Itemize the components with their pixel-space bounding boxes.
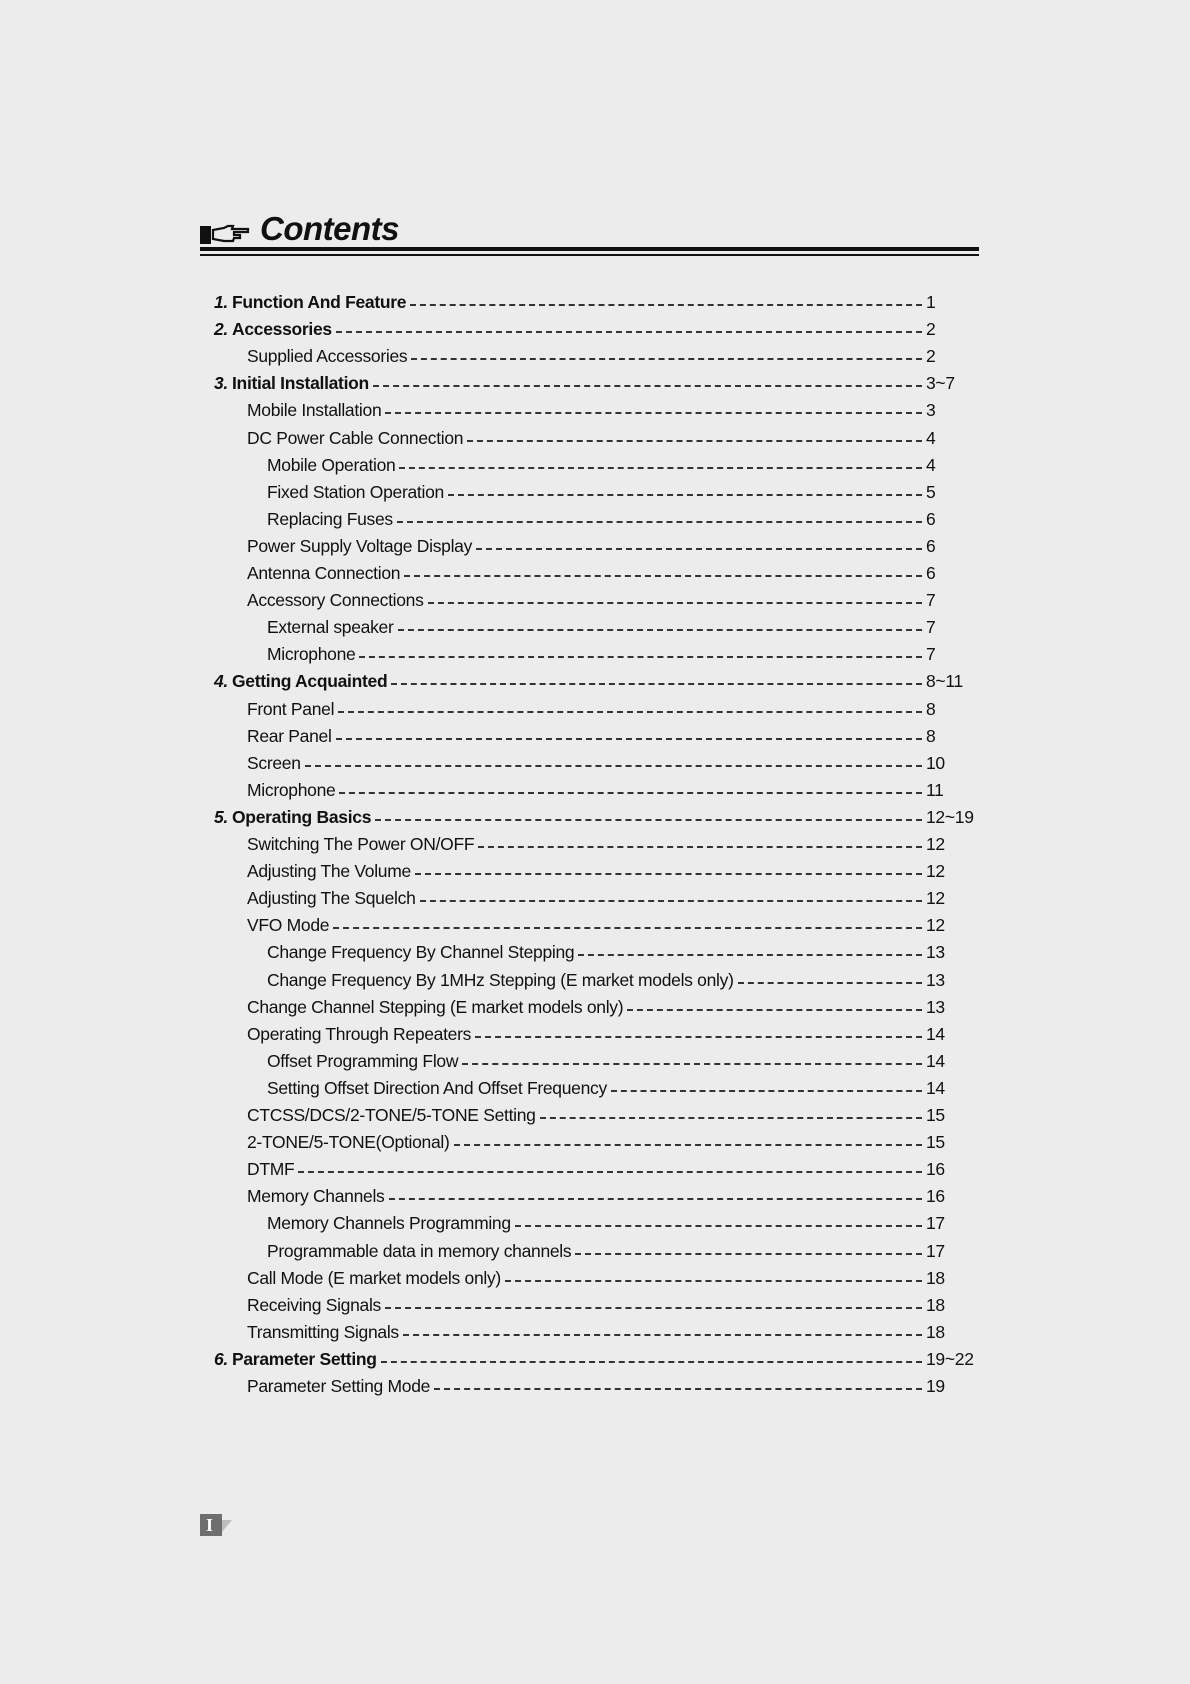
toc-entry-page: 14 bbox=[926, 1050, 945, 1071]
toc-entry-label: Receiving Signals bbox=[247, 1294, 382, 1315]
toc-entry bbox=[267, 615, 978, 639]
toc-dot-leader bbox=[339, 792, 922, 794]
toc-entry-page: 8 bbox=[926, 725, 936, 746]
toc-entry-label: External speaker bbox=[267, 617, 394, 638]
toc-entry-label: Operating Basics bbox=[232, 806, 372, 827]
toc-dot-leader bbox=[505, 1280, 922, 1282]
toc-entry-label: Screen bbox=[247, 752, 301, 773]
toc-entry-label: Change Frequency By Channel Stepping bbox=[267, 942, 575, 963]
toc-dot-leader bbox=[411, 358, 922, 360]
toc-entry-number: 6. bbox=[214, 1348, 228, 1369]
toc-entry-label: Initial Installation bbox=[232, 373, 369, 394]
toc-entry bbox=[247, 724, 978, 748]
toc-entry bbox=[267, 453, 978, 477]
toc-entry-label: Microphone bbox=[247, 779, 336, 800]
toc-entry-label: 2-TONE/5-TONE(Optional) bbox=[247, 1132, 450, 1153]
toc-entry-label: VFO Mode bbox=[247, 915, 330, 936]
toc-dot-leader bbox=[403, 1334, 922, 1336]
toc-entry bbox=[247, 1293, 978, 1317]
toc-entry-page: 6 bbox=[926, 535, 936, 556]
toc-dot-leader bbox=[478, 846, 922, 848]
toc-dot-leader bbox=[359, 656, 922, 658]
toc-entry-page: 16 bbox=[926, 1159, 945, 1180]
toc-dot-leader bbox=[398, 629, 922, 631]
toc-dot-leader bbox=[415, 873, 922, 875]
toc-entry-label: Accessories bbox=[232, 319, 332, 340]
toc-entry-label: Setting Offset Direction And Offset Frequency bbox=[267, 1077, 607, 1098]
toc-entry-page: 18 bbox=[926, 1321, 945, 1342]
toc-dot-leader bbox=[338, 711, 922, 713]
pointing-hand-icon bbox=[200, 220, 256, 248]
toc-dot-leader bbox=[391, 683, 922, 685]
toc-dot-leader bbox=[410, 304, 922, 306]
toc-entry bbox=[247, 1266, 978, 1290]
toc-entry-page: 8 bbox=[926, 698, 936, 719]
toc-entry-label: DTMF bbox=[247, 1159, 295, 1180]
toc-entry-page: 13 bbox=[926, 996, 945, 1017]
toc-dot-leader bbox=[462, 1063, 922, 1065]
toc-entry bbox=[247, 859, 978, 883]
toc-dot-leader bbox=[373, 385, 922, 387]
toc-entry-label: Change Channel Stepping (E market models only) bbox=[247, 996, 624, 1017]
toc-entry-page: 7 bbox=[926, 617, 936, 638]
toc-entry-label: Microphone bbox=[267, 644, 356, 665]
toc-dot-leader bbox=[611, 1090, 922, 1092]
toc-entry-page: 12 bbox=[926, 915, 945, 936]
toc-entry bbox=[214, 805, 978, 829]
toc-entry-page: 13 bbox=[926, 942, 945, 963]
toc-dot-leader bbox=[385, 1307, 922, 1309]
toc-entry-page: 12~19 bbox=[926, 806, 974, 827]
toc-entry-label: Switching The Power ON/OFF bbox=[247, 834, 475, 854]
toc-dot-leader bbox=[336, 738, 922, 740]
toc-dot-leader bbox=[627, 1009, 922, 1011]
toc-entry bbox=[267, 968, 978, 992]
toc-dot-leader bbox=[575, 1253, 922, 1255]
toc-entry bbox=[247, 1320, 978, 1344]
toc-entry bbox=[247, 534, 978, 558]
footer-page-marker bbox=[200, 1512, 240, 1538]
toc-dot-leader bbox=[381, 1361, 922, 1363]
toc-entry bbox=[267, 1076, 978, 1100]
toc-entry-label: CTCSS/DCS/2-TONE/5-TONE Setting bbox=[247, 1105, 536, 1125]
toc-entry bbox=[247, 1157, 978, 1181]
toc-entry bbox=[267, 642, 978, 666]
toc-entry-label: Power Supply Voltage Display bbox=[247, 535, 473, 556]
toc-entry-page: 17 bbox=[926, 1240, 945, 1261]
toc-entry-label: Getting Acquainted bbox=[232, 671, 388, 692]
toc-entry-label: Front Panel bbox=[247, 698, 335, 719]
toc-entry-number: 3. bbox=[214, 373, 228, 394]
toc-entry-label: Fixed Station Operation bbox=[267, 481, 444, 502]
toc-entry bbox=[247, 1022, 978, 1046]
toc-dot-leader bbox=[375, 819, 922, 821]
toc-dot-leader bbox=[515, 1225, 922, 1227]
toc-entry-page: 14 bbox=[926, 1077, 945, 1098]
toc-entry bbox=[247, 913, 978, 937]
toc-entry-label: Parameter Setting bbox=[232, 1348, 377, 1369]
toc-entry-label: Call Mode (E market models only) bbox=[247, 1267, 501, 1288]
toc-entry bbox=[247, 1103, 978, 1127]
toc-entry bbox=[214, 290, 978, 314]
toc-dot-leader bbox=[389, 1198, 923, 1200]
toc-entry-label: DC Power Cable Connection bbox=[247, 427, 464, 448]
toc-entry bbox=[247, 697, 978, 721]
toc-entry-page: 12 bbox=[926, 834, 945, 854]
toc-entry-page: 2 bbox=[926, 319, 936, 340]
toc-entry-page: 11 bbox=[926, 779, 944, 800]
toc-entry-label: Function And Feature bbox=[232, 292, 407, 312]
toc-entry bbox=[247, 426, 978, 450]
page-title: Contents bbox=[260, 210, 399, 247]
toc-dot-leader bbox=[738, 982, 922, 984]
toc-entry bbox=[247, 1184, 978, 1208]
toc-entry bbox=[247, 886, 978, 910]
toc-entry-page: 8~11 bbox=[926, 671, 963, 692]
toc-dot-leader bbox=[448, 494, 922, 496]
toc-entry-page: 7 bbox=[926, 644, 936, 665]
toc-entry bbox=[247, 588, 978, 612]
toc-entry bbox=[214, 317, 978, 341]
toc-dot-leader bbox=[298, 1171, 922, 1173]
toc-entry-label: Memory Channels Programming bbox=[267, 1213, 511, 1234]
toc-entry-label: Antenna Connection bbox=[247, 563, 401, 583]
toc-dot-leader bbox=[385, 412, 922, 414]
toc-entry-label: Change Frequency By 1MHz Stepping (E market models only) bbox=[267, 969, 734, 990]
toc-entry bbox=[247, 995, 978, 1019]
toc-entry-label: Memory Channels bbox=[247, 1186, 385, 1207]
toc-entry-page: 15 bbox=[926, 1132, 945, 1153]
title-rule-thin bbox=[200, 254, 979, 256]
toc-entry-page: 6 bbox=[926, 563, 936, 583]
toc-entry-label: Supplied Accessories bbox=[247, 346, 408, 367]
toc-dot-leader bbox=[476, 548, 922, 550]
toc-dot-leader bbox=[578, 954, 922, 956]
toc-entry-page: 18 bbox=[926, 1267, 945, 1288]
toc-entry bbox=[247, 1130, 978, 1154]
toc-entry-page: 16 bbox=[926, 1186, 945, 1207]
footer-page-number: I bbox=[206, 1515, 214, 1535]
toc-entry-label: Accessory Connections bbox=[247, 590, 424, 611]
toc-entry-number: 2. bbox=[214, 319, 228, 340]
toc-entry-page: 15 bbox=[926, 1105, 945, 1125]
toc-entry bbox=[267, 940, 978, 964]
toc-entry-number: 5. bbox=[214, 806, 228, 827]
toc-entry-page: 7 bbox=[926, 590, 936, 611]
toc-entry-page: 1 bbox=[926, 292, 936, 312]
toc-entry-label: Rear Panel bbox=[247, 725, 332, 746]
toc-entry bbox=[267, 1049, 978, 1073]
toc-dot-leader bbox=[467, 440, 922, 442]
toc-entry-number: 1. bbox=[214, 292, 228, 312]
toc-dot-leader bbox=[336, 331, 922, 333]
toc-entry bbox=[247, 1374, 978, 1398]
toc-entry-page: 3 bbox=[926, 400, 936, 421]
toc-entry-label: Programmable data in memory channels bbox=[267, 1240, 572, 1261]
toc-entry-label: Adjusting The Squelch bbox=[247, 888, 416, 909]
toc-entry-label: Mobile Installation bbox=[247, 400, 382, 421]
toc-dot-leader bbox=[454, 1144, 922, 1146]
toc-entry-label: Adjusting The Volume bbox=[247, 861, 411, 882]
toc-entry-page: 18 bbox=[926, 1294, 945, 1315]
toc-entry-label: Mobile Operation bbox=[267, 454, 396, 475]
toc-entry-page: 12 bbox=[926, 861, 945, 882]
toc-entry-number: 4. bbox=[214, 671, 228, 692]
toc-entry-page: 4 bbox=[926, 427, 936, 448]
toc-entry-page: 6 bbox=[926, 508, 936, 529]
toc-entry bbox=[247, 398, 978, 422]
toc-entry-page: 17 bbox=[926, 1213, 945, 1234]
title-rule-thick bbox=[200, 247, 979, 251]
toc-entry-page: 3~7 bbox=[926, 373, 955, 394]
toc-entry-page: 2 bbox=[926, 346, 936, 367]
toc-entry-page: 12 bbox=[926, 888, 945, 909]
toc-dot-leader bbox=[404, 575, 922, 577]
toc-dot-leader bbox=[399, 467, 922, 469]
toc-entry-page: 19 bbox=[926, 1376, 945, 1396]
toc-entry bbox=[247, 832, 978, 856]
toc-entry-label: Transmitting Signals bbox=[247, 1321, 399, 1342]
toc-dot-leader bbox=[475, 1036, 922, 1038]
toc-dot-leader bbox=[333, 927, 922, 929]
toc-entry-page: 13 bbox=[926, 969, 945, 990]
toc-dot-leader bbox=[434, 1388, 922, 1390]
toc-entry bbox=[214, 669, 978, 693]
toc-dot-leader bbox=[397, 521, 922, 523]
toc-entry-label: Offset Programming Flow bbox=[267, 1050, 459, 1071]
toc-entry bbox=[267, 480, 978, 504]
toc-entry-page: 4 bbox=[926, 454, 936, 475]
toc-entry bbox=[267, 507, 978, 531]
toc-entry bbox=[214, 371, 978, 395]
toc-entry-page: 14 bbox=[926, 1023, 945, 1044]
toc-entry-label: Parameter Setting Mode bbox=[247, 1376, 431, 1396]
toc-entry bbox=[247, 751, 978, 775]
toc-dot-leader bbox=[540, 1117, 922, 1119]
toc-entry-label: Replacing Fuses bbox=[267, 508, 393, 529]
toc-entry bbox=[247, 561, 978, 585]
toc-entry bbox=[267, 1239, 978, 1263]
toc-dot-leader bbox=[420, 900, 923, 902]
toc-entry bbox=[247, 344, 978, 368]
toc-entry-label: Operating Through Repeaters bbox=[247, 1023, 472, 1044]
toc-entry bbox=[267, 1211, 978, 1235]
contents-header bbox=[200, 208, 980, 260]
toc-dot-leader bbox=[428, 602, 922, 604]
toc-entry-page: 5 bbox=[926, 481, 936, 502]
toc-dot-leader bbox=[305, 765, 922, 767]
toc-entry-page: 10 bbox=[926, 752, 945, 773]
toc-entry bbox=[247, 778, 978, 802]
toc-entry-page: 19~22 bbox=[926, 1348, 974, 1369]
toc-entry bbox=[214, 1347, 978, 1371]
